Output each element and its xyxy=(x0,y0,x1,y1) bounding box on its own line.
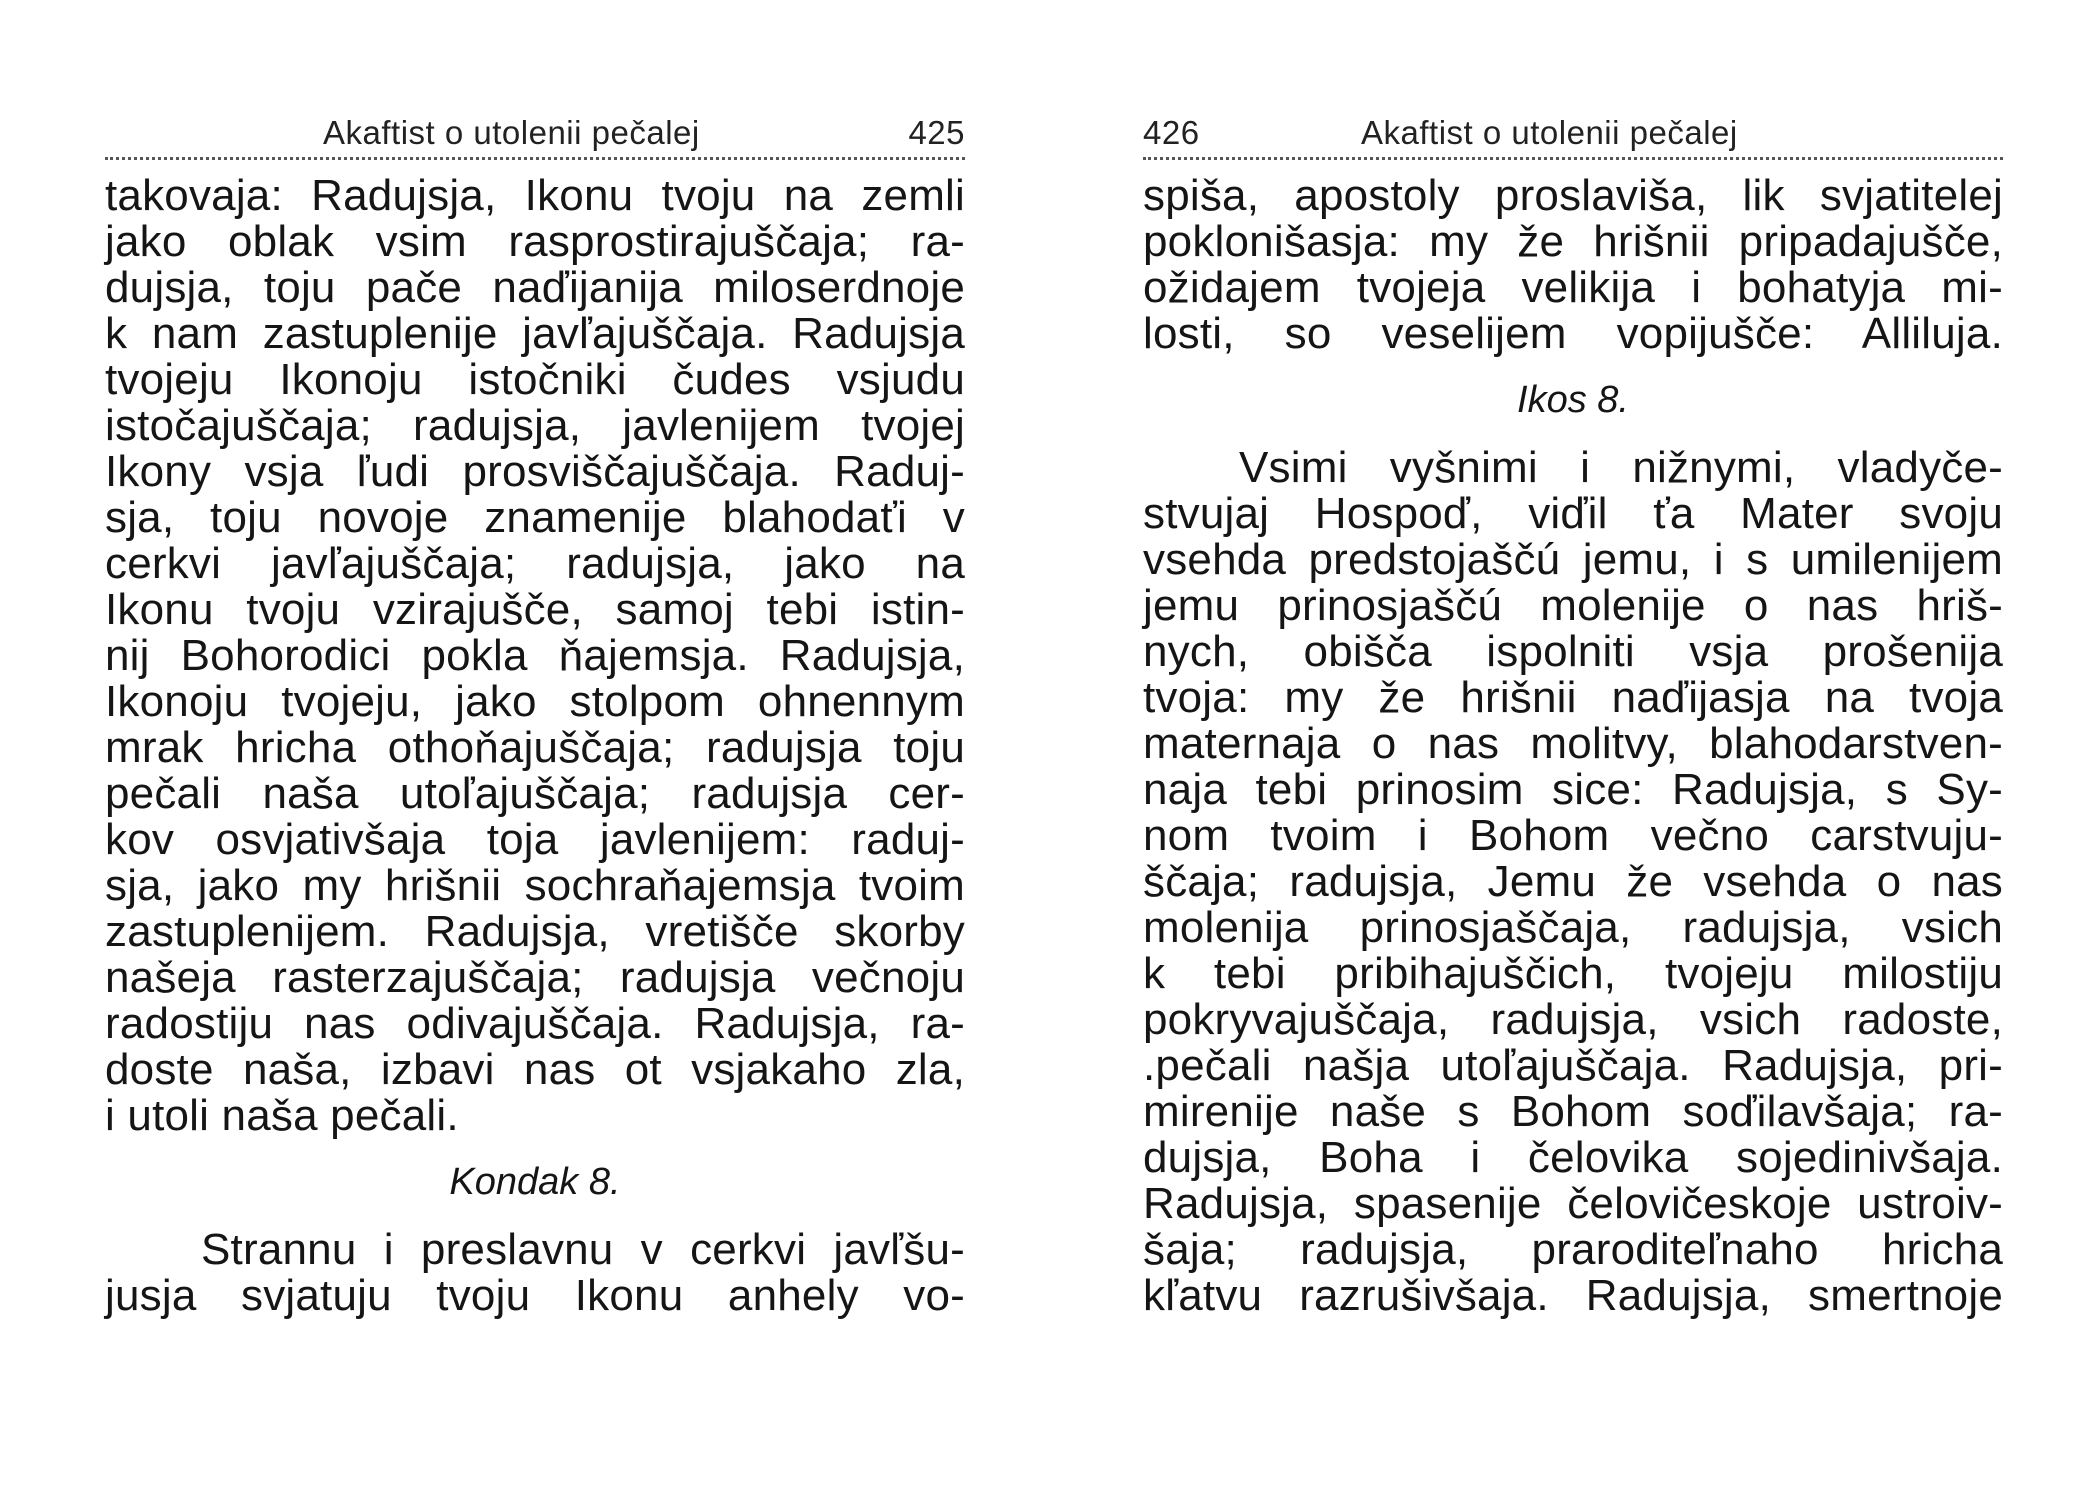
page-number: 425 xyxy=(908,114,965,151)
text-line: takovaja: Radujsja, Ikonu tvoju na zemli xyxy=(105,171,965,220)
text-line: nij Bohorodici pokla ňajemsja. Radujsja, xyxy=(105,631,965,680)
text-line: tvojeju Ikonoju istočniki čudes vsjudu xyxy=(105,355,965,404)
text-line: nom tvoim i Bohom večno carstvuju- xyxy=(1143,811,2003,860)
left-page xyxy=(105,0,965,1500)
text-line: tvoja: my že hrišnii naďijasja na tvoja xyxy=(1143,673,2003,722)
text-line: doste naša, izbavi nas ot vsjakaho zla, xyxy=(105,1045,965,1094)
text-line: i utoli naša pečali. xyxy=(105,1091,459,1140)
text-line: k tebi pribihajuščich, tvojeju milostiju xyxy=(1143,949,2003,998)
text-line: našeja rasterzajuščaja; radujsja večnoju xyxy=(105,953,965,1002)
text-line: Vsimi vyšnimi i nižnymi, vladyče- xyxy=(1239,443,2003,492)
text-line: naja tebi prinosim sice: Radujsja, s Sy- xyxy=(1143,765,2003,814)
right-page xyxy=(1143,0,2003,1500)
text-line: Radujsja, spasenije čelovičeskoje ustroiv- xyxy=(1143,1179,2003,1228)
text-line: Ikony vsja ľudi prosviščajuščaja. Raduj- xyxy=(105,447,965,496)
text-line: .pečali našja utoľajuščaja. Radujsja, pri- xyxy=(1143,1041,2003,1090)
text-line: jako oblak vsim rasprostirajuščaja; ra- xyxy=(105,217,965,266)
text-line: dujsja, Boha i čelovika sojedinivšaja. xyxy=(1143,1133,2003,1182)
text-line: radostiju nas odivajuščaja. Radujsja, ra- xyxy=(105,999,965,1048)
text-line: sja, toju novoje znamenije blahodaťi v xyxy=(105,493,965,542)
text-line: istočajuščaja; radujsja, javlenijem tvojej xyxy=(105,401,965,450)
text-line: kov osvjativšaja toja javlenijem: raduj- xyxy=(105,815,965,864)
header-dotted-rule xyxy=(105,157,965,160)
text-line: vsehda predstojaščú jemu, i s umilenijem xyxy=(1143,535,2003,584)
page-number: 426 xyxy=(1143,114,1200,151)
text-line: molenija prinosjaščaja, radujsja, vsich xyxy=(1143,903,2003,952)
text-line: mrak hricha othoňajuščaja; radujsja toju xyxy=(105,723,965,772)
text-line: k nam zastuplenije javľajuščaja. Radujsja xyxy=(105,309,965,358)
section-heading: Kondak 8. xyxy=(449,1161,621,1203)
running-title: Akaftist o utolenii pečalej xyxy=(1361,114,1738,151)
header-dotted-rule xyxy=(1143,157,2003,160)
text-line: spiša, apostoly proslaviša, lik svjatitelej xyxy=(1143,171,2003,220)
text-line: zastuplenijem. Radujsja, vretišče skorby xyxy=(105,907,965,956)
text-line: Strannu i preslavnu v cerkvi javľšu- xyxy=(201,1225,965,1274)
text-line: šaja; radujsja, praroditeľnaho hricha xyxy=(1143,1225,2003,1274)
section-heading: Ikos 8. xyxy=(1517,379,1629,421)
text-line: poklonišasja: my že hrišnii pripadajušče, xyxy=(1143,217,2003,266)
text-line: maternaja o nas molitvy, blahodarstven- xyxy=(1143,719,2003,768)
text-line: ožidajem tvojeja velikija i bohatyja mi- xyxy=(1143,263,2003,312)
running-head-right xyxy=(1143,110,2003,156)
text-line: sja, jako my hrišnii sochraňajemsja tvoim xyxy=(105,861,965,910)
text-line: losti, so veselijem vopijušče: Alliluja. xyxy=(1143,309,2003,358)
text-line: Ikonoju tvojeju, jako stolpom ohnennym xyxy=(105,677,965,726)
text-line: mirenije naše s Bohom soďilavšaja; ra- xyxy=(1143,1087,2003,1136)
text-line: ščaja; radujsja, Jemu že vsehda o nas xyxy=(1143,857,2003,906)
text-line: cerkvi javľajuščaja; radujsja, jako na xyxy=(105,539,965,588)
text-line: jemu prinosjaščú molenije o nas hriš- xyxy=(1143,581,2003,630)
text-line: pečali naša utoľajuščaja; radujsja cer- xyxy=(105,769,965,818)
text-line: stvujaj Hospoď, viďil ťa Mater svoju xyxy=(1143,489,2003,538)
text-line: jusja svjatuju tvoju Ikonu anhely vo- xyxy=(105,1271,965,1320)
running-title: Akaftist o utolenii pečalej xyxy=(323,114,700,151)
text-line: pokryvajuščaja, radujsja, vsich radoste, xyxy=(1143,995,2003,1044)
text-line: nych, obišča ispolniti vsja prošenija xyxy=(1143,627,2003,676)
text-line: dujsja, toju pače naďijanija miloserdnoje xyxy=(105,263,965,312)
text-line: Ikonu tvoju vzirajušče, samoj tebi istin- xyxy=(105,585,965,634)
running-head-left xyxy=(105,110,965,156)
text-line: kľatvu razrušivšaja. Radujsja, smertnoje xyxy=(1143,1271,2003,1320)
